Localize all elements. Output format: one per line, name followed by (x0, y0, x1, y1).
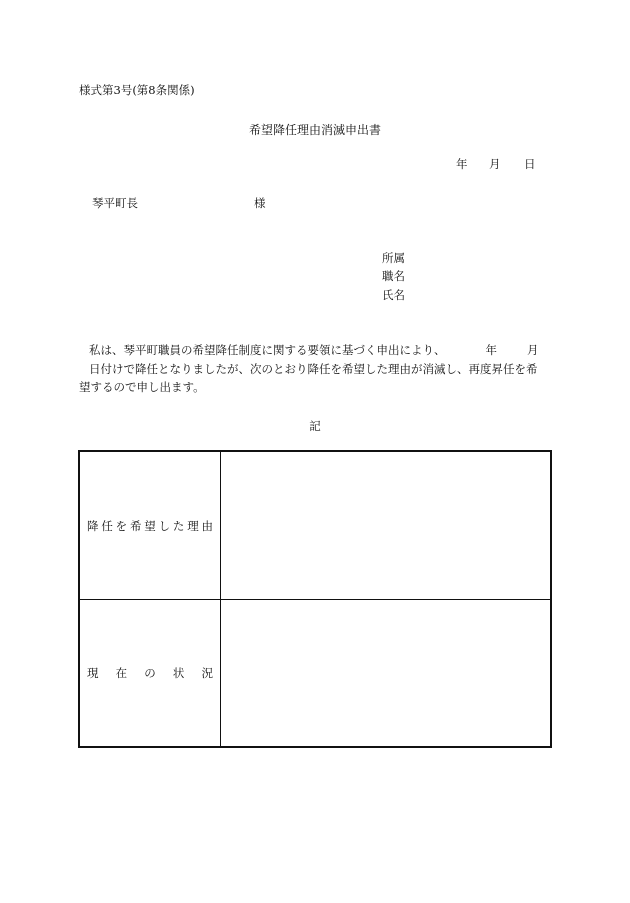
body-paragraph (79, 341, 551, 397)
row2-label-char: 在 (115, 666, 128, 680)
row2-label-char: 状 (172, 666, 185, 680)
affiliation-label: 所属 (382, 251, 405, 265)
reason-label (80, 518, 220, 534)
row1-label-char: を (115, 518, 128, 533)
name-label: 氏名 (382, 288, 405, 302)
row1-label-char: 降 (87, 518, 99, 533)
addressee-name: 琴平町長 (92, 196, 138, 210)
document-title: 希望降任理由消滅申出書 (248, 123, 381, 137)
row1-label-char: 由 (201, 518, 213, 533)
body-month-label: 月 (527, 343, 539, 357)
body-line-3: 望するので申し出ます。 (79, 380, 205, 394)
date-month-label: 月 (489, 157, 501, 171)
body-year-label: 年 (485, 343, 497, 357)
date-year-label: 年 (456, 157, 468, 171)
body-line-2: 日付けで降任となりましたが、次のとおり降任を希望した理由が消滅し、再度昇任を希 (89, 361, 538, 376)
row1-label-char: 任 (101, 518, 113, 533)
form-number: 様式第3号(第8条関係) (79, 83, 195, 97)
status-label-cell (79, 600, 221, 748)
job-title-label: 職名 (382, 269, 405, 283)
table-row-reason (79, 451, 551, 600)
row1-label-char: 希 (129, 518, 142, 533)
row1-label-char: 理 (187, 518, 199, 533)
status-entry-cell[interactable] (221, 600, 552, 748)
table-row-status (79, 600, 551, 748)
addressee-honorific: 様 (254, 196, 266, 210)
record-table (78, 450, 552, 748)
row2-label-char: の (144, 666, 156, 680)
row1-label-char: し (158, 518, 171, 533)
row1-label-char: た (172, 518, 185, 533)
status-label (80, 665, 220, 681)
reason-entry-cell[interactable] (221, 451, 552, 600)
reason-label-cell (79, 451, 221, 600)
ki-heading: 記 (309, 419, 321, 433)
row2-label-char: 況 (201, 666, 213, 680)
body-line-1 (79, 341, 551, 360)
row2-label-char: 現 (87, 666, 99, 680)
row1-label-char: 望 (144, 518, 156, 533)
body-line-1-text: 私は、琴平町職員の希望降任制度に関する要領に基づく申出により、 (89, 343, 446, 357)
date-day-label: 日 (524, 157, 536, 171)
